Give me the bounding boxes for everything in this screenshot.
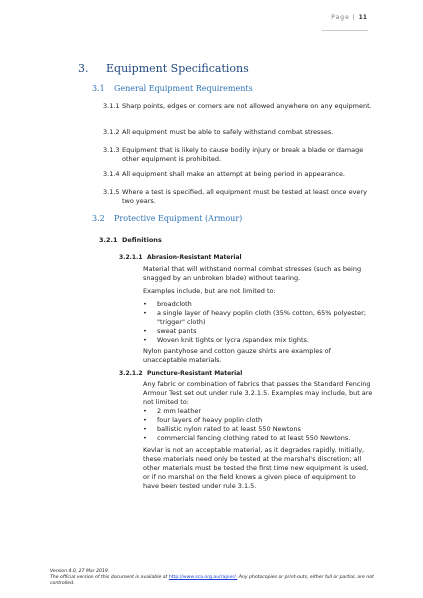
list-item: • 2 mm leather xyxy=(143,407,373,416)
definition-title: Puncture-Resistant Material xyxy=(147,370,243,377)
definition-number: 3.2.1.2 xyxy=(119,370,143,377)
section-number: 3. xyxy=(78,62,89,75)
list-item: • Woven knit tights or lycra /spandex mix tights. xyxy=(143,336,373,345)
definition-heading-puncture xyxy=(119,370,242,377)
rule-3-1-1 xyxy=(103,102,377,111)
abrasion-examples-list xyxy=(143,300,373,345)
rule-3-1-5 xyxy=(103,188,377,206)
list-item: • four layers of heavy poplin cloth xyxy=(143,416,373,425)
rule-number: 3.1.3 xyxy=(103,146,120,154)
rule-text: Sharp points, edges or corners are not allowed anywhere on any equipment. xyxy=(122,102,372,110)
rule-number: 3.1.2 xyxy=(103,128,120,136)
rule-3-1-2 xyxy=(103,128,377,137)
subsection-number: 3.2 xyxy=(92,214,105,223)
subsection-heading-3-1 xyxy=(92,84,253,93)
list-item: • commercial fencing clothing rated to at least 550 Newtons. xyxy=(143,434,373,443)
rule-3-1-4 xyxy=(103,170,377,179)
subsection-title: General Equipment Requirements xyxy=(114,84,253,93)
subsection-heading-3-2 xyxy=(92,214,242,223)
subsubsection-number: 3.2.1 xyxy=(99,236,118,244)
list-item: • a single layer of heavy poplin cloth (35% cotton, 65% polyester; "trigger" cloth) xyxy=(143,309,373,327)
footer-official-notice xyxy=(50,575,380,587)
abrasion-unacceptable-text: Nylon pantyhose and cotton gauze shirts are examples of unacceptable materials. xyxy=(143,347,331,364)
section-heading xyxy=(78,62,249,75)
subsection-number: 3.1 xyxy=(92,84,105,93)
section-title: Equipment Specifications xyxy=(106,62,249,75)
subsubsection-title: Definitions xyxy=(122,236,162,244)
rule-text: Where a test is specified, all equipment must be tested at least once every two years. xyxy=(122,188,367,205)
page-number xyxy=(331,14,367,21)
footer-url-link[interactable]: http://www.sca.org.au/rapier/. xyxy=(168,575,238,580)
rule-text: All equipment must be able to safely withstand combat stresses. xyxy=(122,128,334,136)
page-label: Page xyxy=(331,14,350,21)
header-divider xyxy=(322,30,368,31)
rule-text: All equipment shall make an attempt at being period in appearance. xyxy=(122,170,346,178)
page-footer xyxy=(50,569,380,587)
subsubsection-heading-3-2-1 xyxy=(99,236,162,244)
footer-official-suffix: Any photocopies or print-outs, either full or partial, are not controlled. xyxy=(50,575,374,586)
footer-official-prefix: The official version of this document is available at xyxy=(50,575,168,580)
abrasion-definition-text: Material that will withstand normal combat stresses (such as being snagged by an unbroken blade) without tearing. xyxy=(143,265,362,282)
list-item: • broadcloth xyxy=(143,300,373,309)
rule-number: 3.1.4 xyxy=(103,170,120,178)
definition-heading-abrasion xyxy=(119,254,242,261)
puncture-definition-text: Any fabric or combination of fabrics that passes the Standard Fencing Armour Test set out under rule 3.2.1.5. Examples may include, but are not limited to: xyxy=(143,380,373,406)
subsection-title: Protective Equipment (Armour) xyxy=(114,214,243,223)
definition-number: 3.2.1.1 xyxy=(119,254,143,261)
definition-title: Abrasion-Resistant Material xyxy=(147,254,242,261)
puncture-examples-list xyxy=(143,407,373,443)
list-item: • sweat pants xyxy=(143,327,373,336)
rule-number: 3.1.1 xyxy=(103,102,120,110)
puncture-kevlar-text: Kevlar is not an acceptable material, as it degrades rapidly. Initially, these materials need only be tested at the marshal's discretion; all other materials must be tested the first time new equipment is used, or if no marshal on the field knows a given piece of equipment to have been tested under rule 3.1.5. xyxy=(143,446,369,490)
page-number-value: 11 xyxy=(358,14,367,21)
rule-number: 3.1.5 xyxy=(103,188,120,196)
rule-text: Equipment that is likely to cause bodily injury or break a blade or damage other equipment is prohibited. xyxy=(122,146,364,163)
abrasion-examples-intro: Examples include, but are not limited to: xyxy=(143,287,276,295)
page-separator: | xyxy=(352,14,356,21)
rule-3-1-3 xyxy=(103,146,377,164)
list-item: • ballistic nylon rated to at least 550 Newtons xyxy=(143,425,373,434)
footer-version: Version 4.0, 27 Mar 2019. xyxy=(50,569,110,574)
